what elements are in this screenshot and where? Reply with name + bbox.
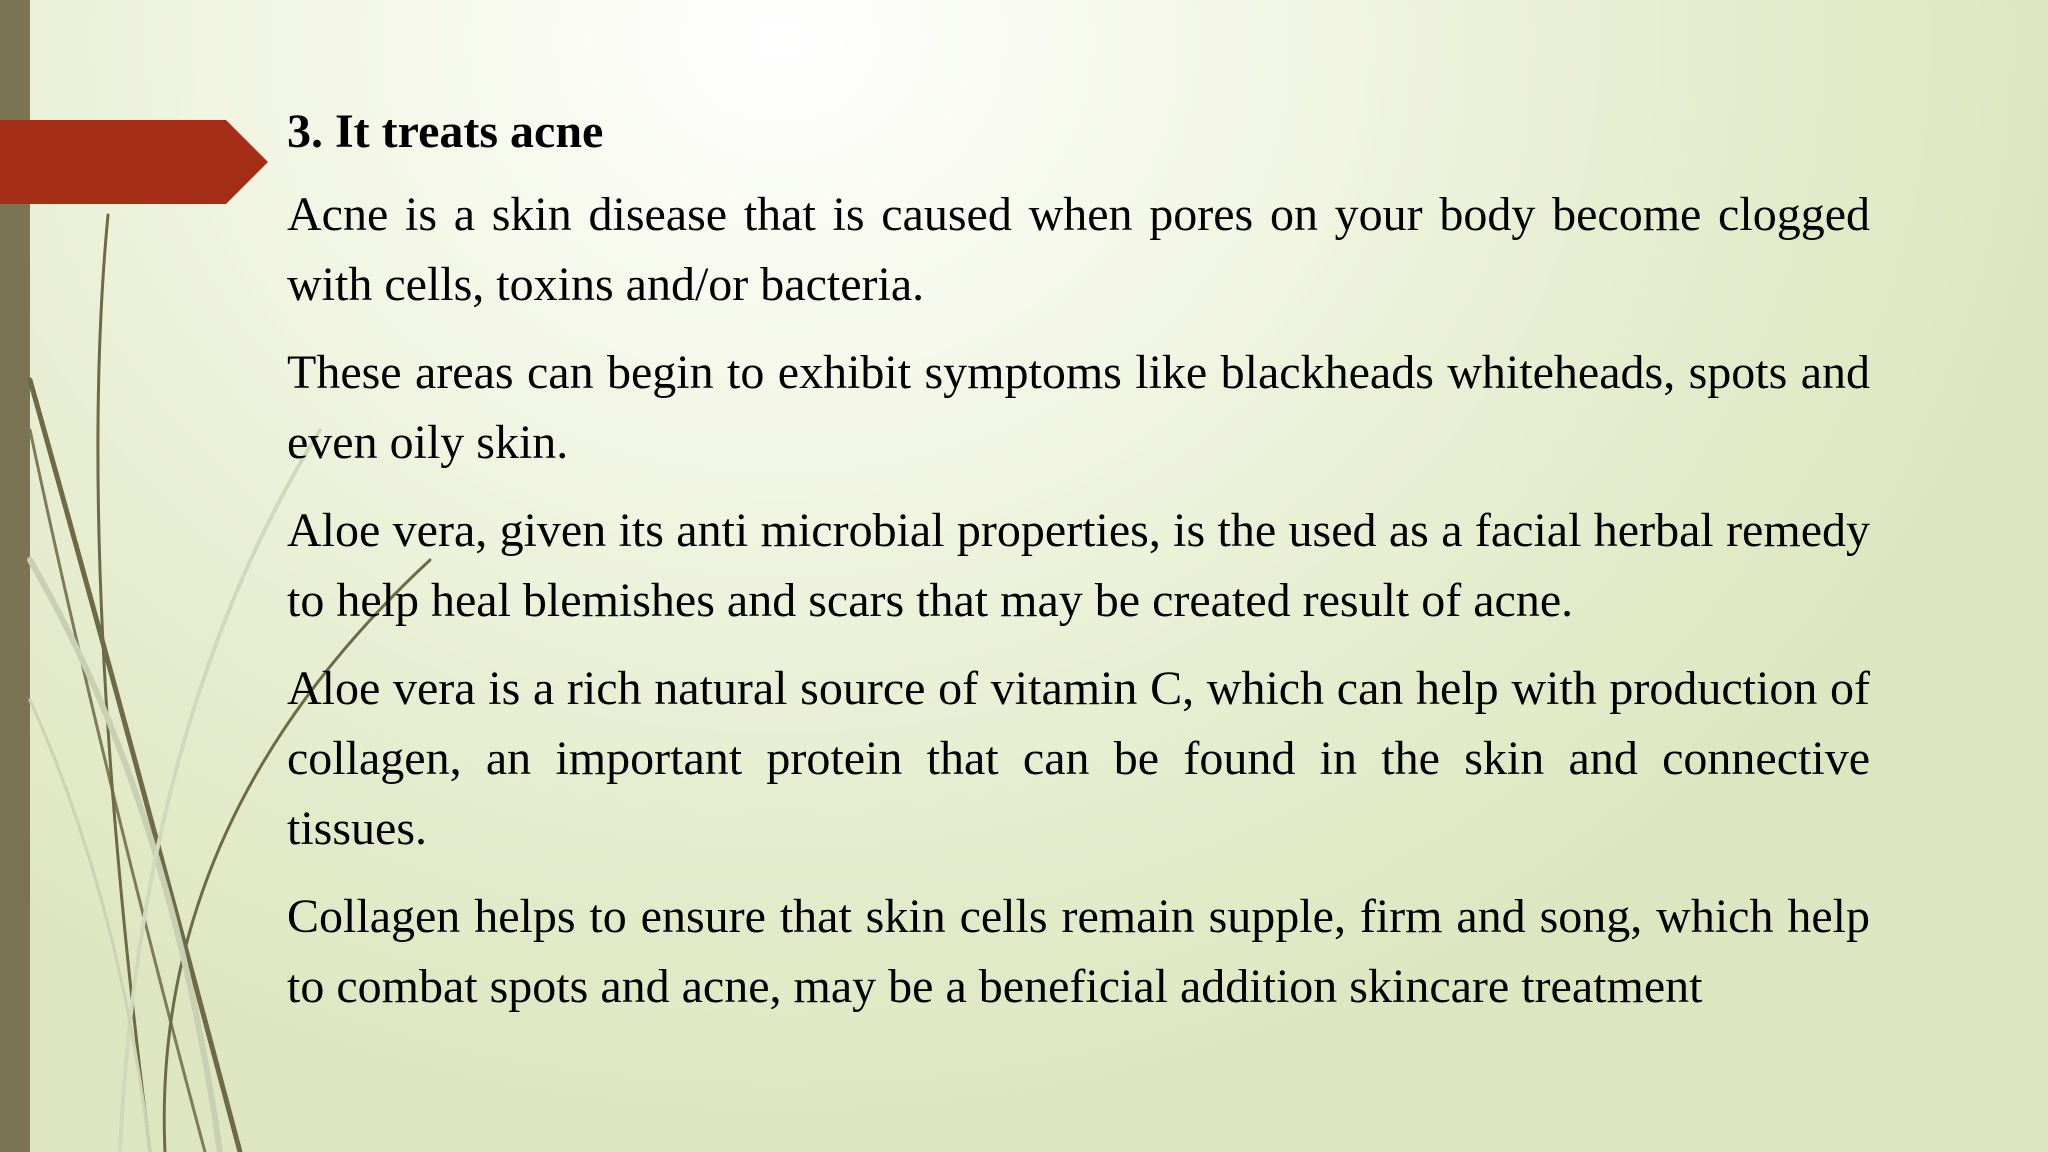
title-arrow-shape [0, 120, 268, 204]
slide-content [287, 98, 1870, 1040]
slide-title: 3. It treats acne [287, 105, 604, 158]
paragraph-vitamin-c: Aloe vera is a rich natural source of vitamin C, which can help with production of collagen, an important protein that can be found in the skin and connective tissues. [287, 662, 1870, 855]
paragraph-symptoms: These areas can begin to exhibit symptoms like blackheads whiteheads, spots and even oily skin. [287, 346, 1870, 469]
decor-curve-3 [98, 215, 150, 1152]
decor-curve-7 [30, 700, 150, 1152]
paragraph-collagen: Collagen helps to ensure that skin cells remain supple, firm and song, which help to combat spots and acne, may be a beneficial addition skincare treatment [287, 890, 1870, 1013]
paragraph-antimicrobial: Aloe vera, given its anti microbial properties, is the used as a facial herbal remedy to help heal blemishes and scars that may be created result of acne. [287, 504, 1870, 627]
decor-curve-2 [30, 430, 205, 1152]
paragraph-acne-definition: Acne is a skin disease that is caused when pores on your body become clogged with cells, toxins and/or bacteria. [287, 188, 1870, 311]
